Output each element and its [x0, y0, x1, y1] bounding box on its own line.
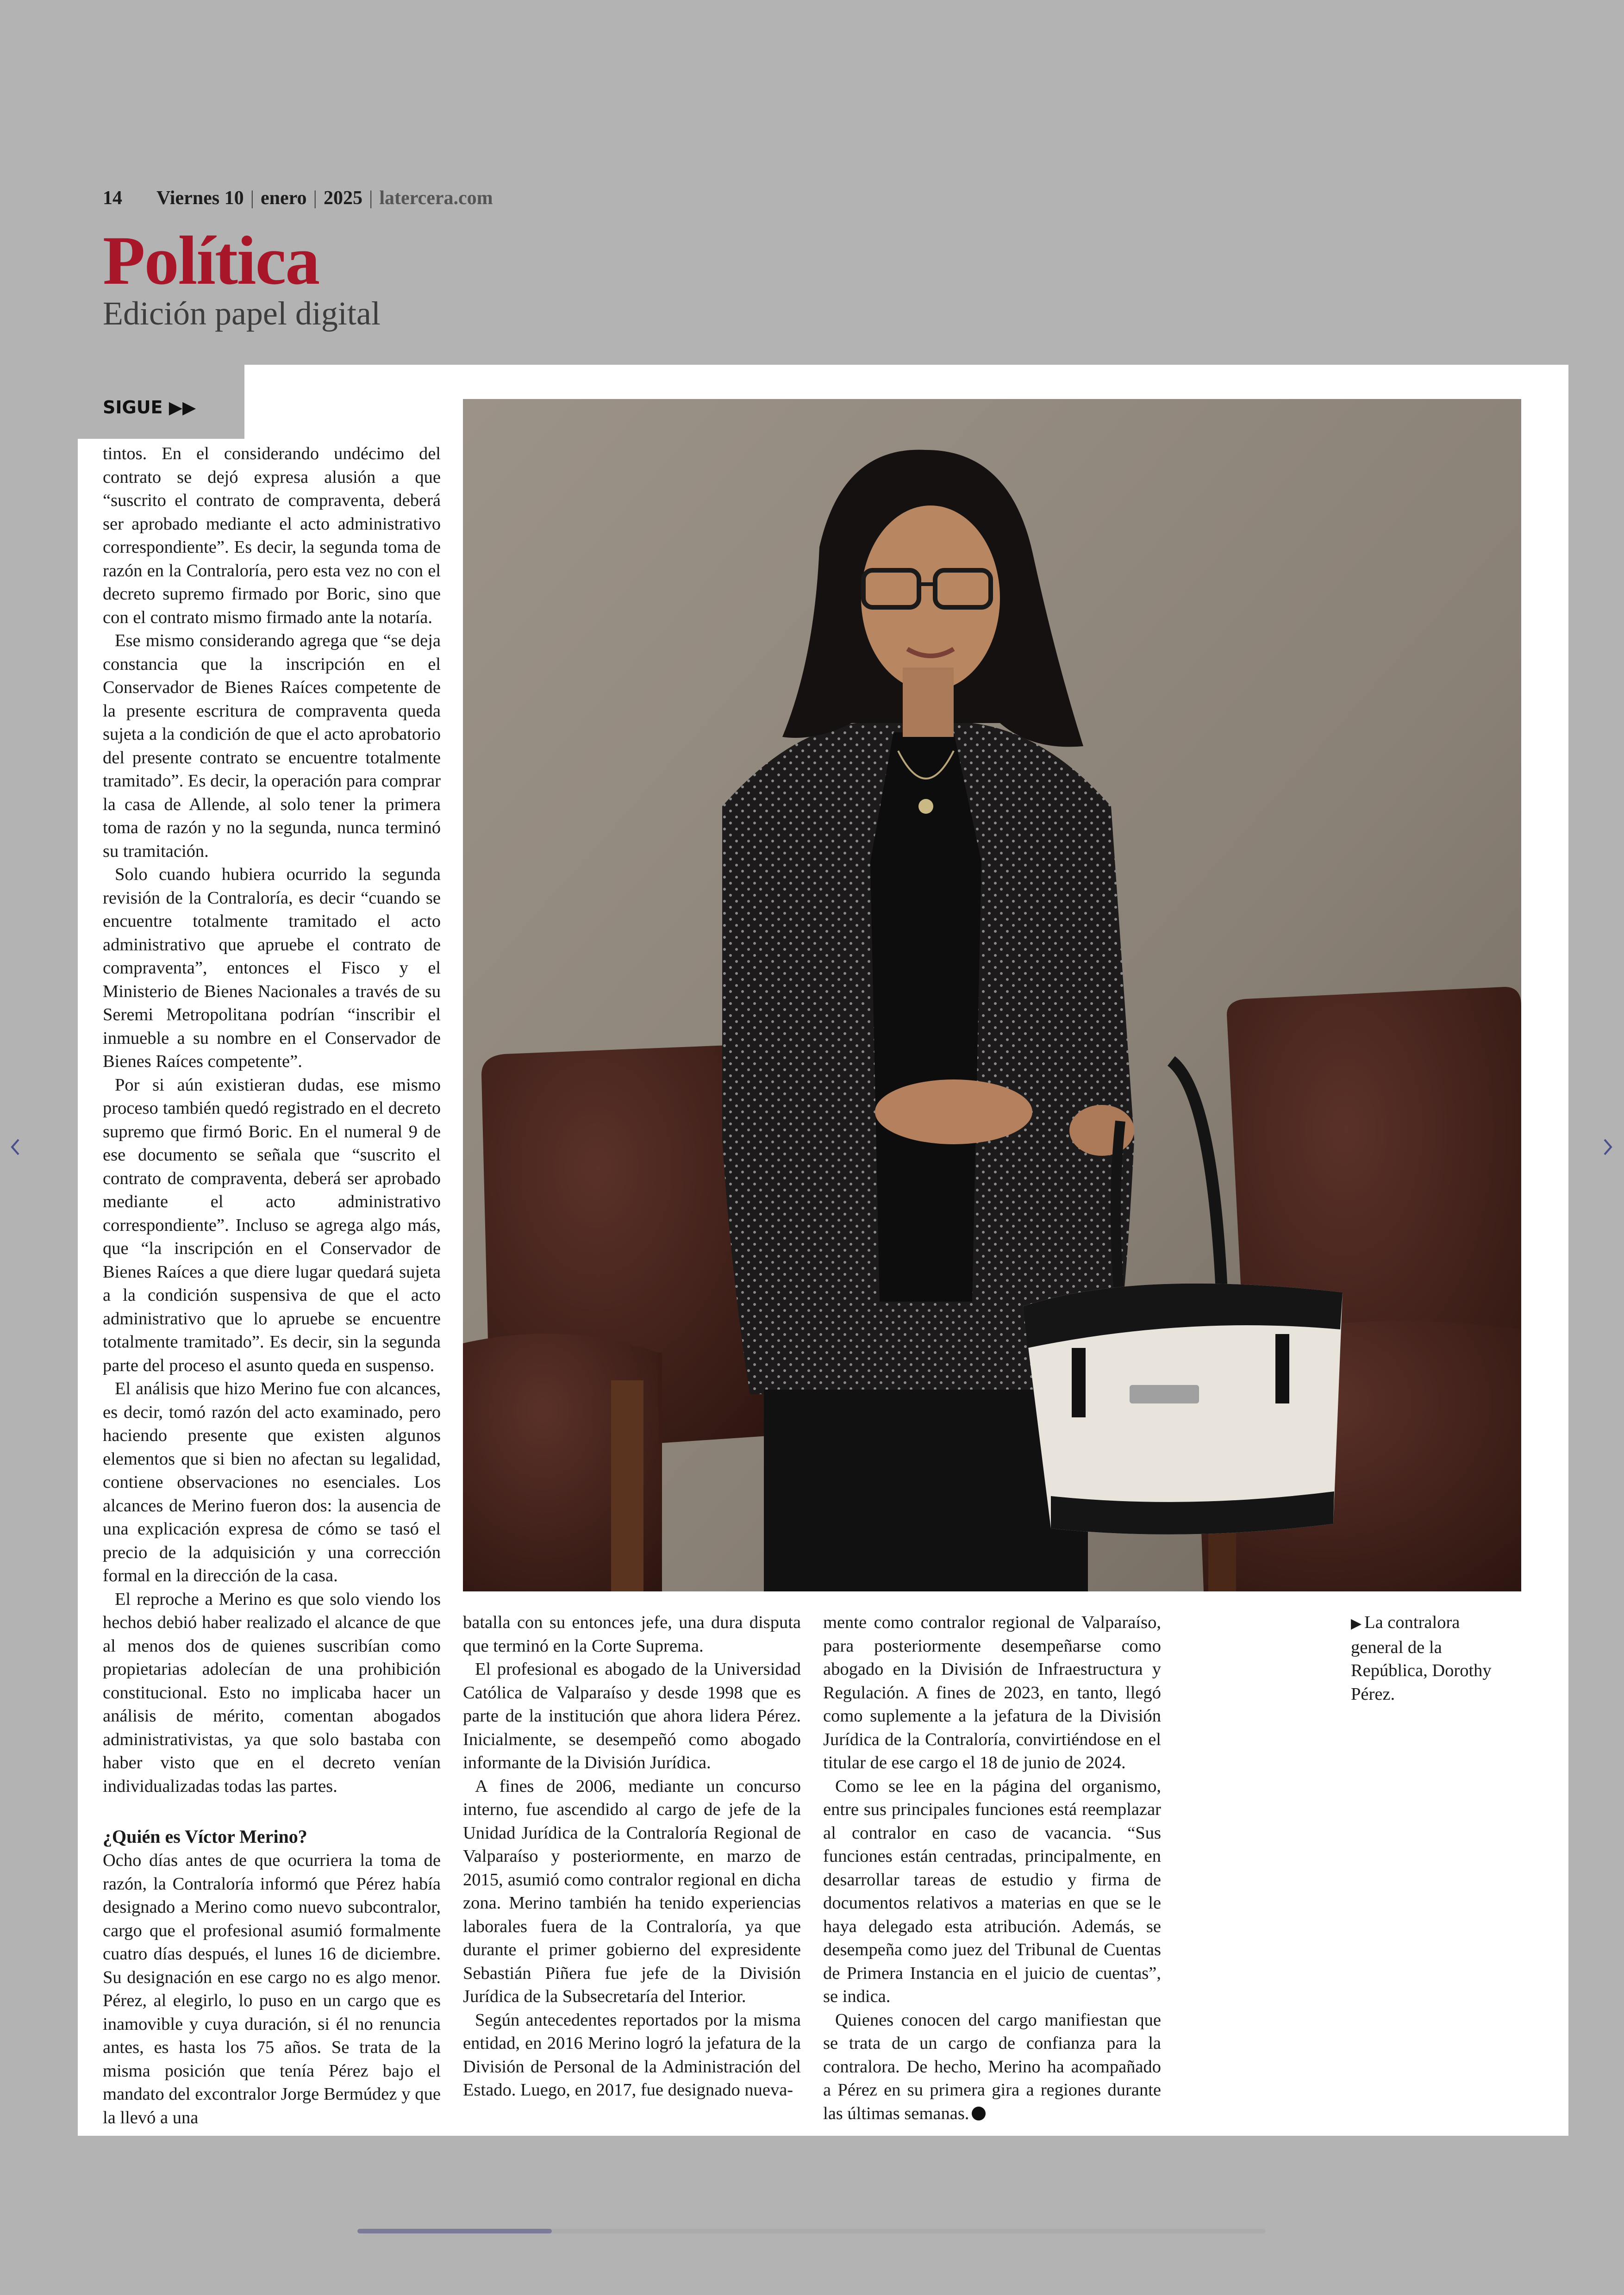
paragraph: tintos. En el considerando undécimo del contrato se dejó expresa alusión a que “suscrito el contrato de compraventa, deberá ser aprobado mediante el acto administrativo correspondiente”. Es decir, la segunda toma de razón en la Contraloría, pero esta vez no con el decreto supremo firmado por Boric, sino que con el contrato mismo firmado ante la notaría. [103, 444, 441, 627]
paragraph [823, 2008, 1161, 2126]
paragraph: Ocho días antes de que ocurriera la toma de razón, la Contraloría informó que Pérez había designado a Merino como nuevo subcontralor, cargo que el profesional asumió formalmente cuatro días después, el lunes 16 de diciembre. Su designación en ese cargo no es algo menor. Pérez, al elegirlo, lo puso en un cargo que es inamovible y cuya duración, si él no renuncia antes, es hasta los 75 años. Se trata de la misma posición que tenía Pérez bajo el mandato del excontralor Jorge Bermúdez y que la llevó a una [103, 1851, 441, 2127]
issue-day: Viernes 10 [156, 187, 244, 209]
article-column-2 [463, 1611, 801, 2102]
folio-separator: | [313, 187, 317, 209]
page-progress-bar[interactable] [357, 2229, 1266, 2233]
folio-separator: | [250, 187, 254, 209]
article-column-3 [823, 1611, 1161, 2125]
issue-year: 2025 [323, 187, 362, 209]
paragraph: A fines de 2006, mediante un concurso interno, fue ascendido al cargo de jefe de la Unidad Jurídica de la Contraloría Regional de Valparaíso y posteriormente, en marzo de 2015, asumió como contralor regional en dicha zona. Merino también ha tenido experiencias laborales fuera de la Contraloría, ya que durante el primer gobierno del expresidente Sebastián Piñera fue jefe de la División Jurídica de la Subsecretaría del Interior. [463, 1776, 801, 2006]
paragraph: Solo cuando hubiera ocurrido la segunda revisión de la Contraloría, es decir “cuando se encuentre totalmente tramitado el acto administrativo que apruebe el contrato de compraventa”, entonces el Fisco y el Ministerio de Bienes Nacionales a través de su Seremi Metropolitana podrían “inscribir el inmueble a su nombre en el Conservador de Bienes Raíces competente”. [103, 865, 441, 1071]
site-name: latercera.com [379, 187, 493, 209]
continuation-label: SIGUE ▶▶ [103, 397, 196, 418]
subheading: ¿Quién es Víctor Merino? [103, 1826, 307, 1847]
paragraph: mente como contralor regional de Valparaíso, para posteriormente desempeñarse como abogado en la División de Infraestructura y Regulación. A fines de 2023, en tanto, llegó como suplemente a la jefatura de la División Jurídica de la Contraloría, convirtiéndose en el titular de ese cargo el 18 de junio de 2024. [823, 1613, 1161, 1772]
paragraph-text: Quienes conocen del cargo manifiestan que se trata de un cargo de confianza para la contralora. De hecho, Merino ha acompañado a Pérez en su primera gira a regiones durante las últimas semanas. [823, 2010, 1161, 2123]
caption-marker-icon: ▶ [1351, 1616, 1362, 1631]
paragraph: El análisis que hizo Merino fue con alcances, es decir, tomó razón del acto examinado, pero haciendo presente que existen algunos elementos que si bien no afectan su legalidad, contiene observaciones no esenciales. Los alcances de Merino fueron dos: la ausencia de una explicación expresa de cómo se tasó el precio de la adquisición y una corrección formal en la dirección de la casa. [103, 1379, 441, 1585]
next-page-button[interactable] [1601, 1133, 1615, 1161]
article-column-1 [103, 442, 441, 2129]
section-subtitle: Edición papel digital [103, 295, 381, 332]
article-photo [463, 399, 1521, 1591]
section-title: Política [103, 222, 319, 299]
paragraph: El reproche a Merino es que solo viendo los hechos debió haber realizado el alcance de que al menos dos de quienes suscribían como propietarias adolecían de una prohibición constitucional. Esto no implicaba hacer un análisis de mérito, comentan abogados administrativistas, ya que solo bastaba con haber visto que en el decreto venían individualizadas todas las partes. [103, 1589, 441, 1796]
paragraph: batalla con su entonces jefe, una dura disputa que terminó en la Corte Suprema. [463, 1613, 801, 1656]
page-number: 14 [103, 187, 122, 209]
chevron-right-icon [1601, 1133, 1615, 1161]
paragraph: Ese mismo considerando agrega que “se deja constancia que la inscripción en el Conservador de Bienes Raíces competente de la presente escritura de compraventa queda sujeta a la condición de que el acto aprobatorio del presente contrato se encuentre totalmente tramitado”. Es decir, la operación para comprar la casa de Allende, al solo tener la primera toma de razón y no la segunda, nunca terminó su tramitación. [103, 631, 441, 861]
paragraph: El profesional es abogado de la Universidad Católica de Valparaíso y desde 1998 que es parte de la institución que ahora lidera Pérez. Inicialmente, se desempeñó como abogado informante de la División Jurídica. [463, 1659, 801, 1772]
folio-separator: | [369, 187, 373, 209]
paragraph: Como se lee en la página del organismo, entre sus principales funciones está reemplazar al contralor en caso de vacancia. “Sus funciones están centradas, principalmente, en desarrollar tareas de estudio y firma de documentos relativos a materias en que se le haya delegado esta atribución. Además, se desempeña como juez del Tribunal de Cuentas de Primera Instancia en el juicio de cuentas”, se indica. [823, 1776, 1161, 2006]
photo-illustration [463, 399, 1521, 1591]
page-progress-fill [357, 2229, 552, 2233]
previous-page-button[interactable] [8, 1133, 22, 1161]
page-folio [103, 184, 493, 212]
end-mark-icon [972, 2107, 986, 2120]
issue-month: enero [261, 187, 307, 209]
chevron-left-icon [8, 1133, 22, 1161]
photo-caption [1351, 1611, 1504, 1706]
caption-text: La contralora general de la República, Dorothy Pérez. [1351, 1613, 1492, 1704]
paragraph: Según antecedentes reportados por la misma entidad, en 2016 Merino logró la jefatura de la División de Personal de la Administración del Estado. Luego, en 2017, fue designado nueva- [463, 2010, 801, 2100]
paragraph: Por si aún existieran dudas, ese mismo proceso también quedó registrado en el decreto supremo que firmó Boric. En el numeral 9 de ese documento se señala que “suscrito el contrato de compraventa, deberá ser aprobado mediante el acto administrativo correspondiente”. Incluso se agrega algo más, que “la inscripción en el Conservador de Bienes Raíces a que diere lugar quedará sujeta a la condición suspensiva de que el acto administrativo que lo apruebe se encuentre totalmente tramitado”. Es decir, sin la segunda parte del proceso el asunto queda en suspenso. [103, 1075, 441, 1375]
